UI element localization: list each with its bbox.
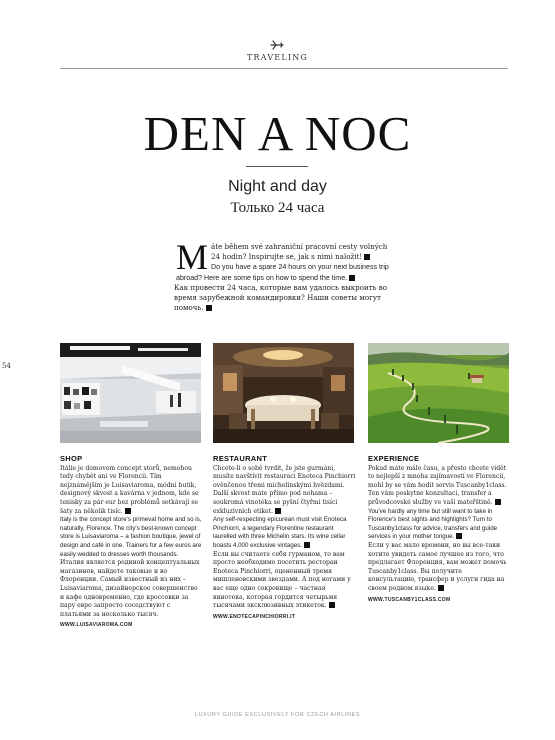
shop-text-english: Italy is the concept store's primeval home and so is, naturally, Florence. The city's best-known concept store is Luisaviaroma – a fashion boutique, jewel of design and café in one. Trainers for a few euros are easily wedded to dresses worth thousands.	[60, 516, 202, 558]
experience-text-russian: Если у вас мало времени, но вы все-таки хотите увидеть самое лучшее из того, что предлагает Флоренция, вам может помочь Tuscanby1class. Вы получите консультацию, трансфер и услуги гида на своем родном языке.	[368, 541, 507, 592]
end-mark-icon	[206, 305, 212, 311]
intro-paragraph	[174, 237, 396, 313]
end-mark-icon	[438, 585, 444, 591]
end-mark-icon	[275, 508, 281, 514]
end-mark-icon	[329, 602, 335, 608]
restaurant-link[interactable]: WWW.ENOTECAPINCHIORRI.IT	[213, 613, 296, 620]
shop-column	[60, 455, 203, 630]
shop-text-russian: Италия является родиной концептуальных магазинов, найдете таковые и во Флоренции. Самый известный из них – Luisaviaroma, дизайнерское совершенство и кафе одновременно, где кроссовки за пару евро запросто соседствуют с платьями за несколько тысяч.	[60, 559, 200, 618]
page-number: 54	[2, 362, 11, 370]
page-footer: LUXURY GUIDE EXCLUSIVELY FOR CZECH AIRLINES	[194, 712, 361, 718]
restaurant-heading: RESTAURANT	[213, 454, 268, 463]
intro-english: Do you have a spare 24 hours on your next business trip abroad? Here are some tips on how to spend the time.	[176, 263, 389, 282]
restaurant-column	[213, 455, 356, 621]
drop-cap: M	[176, 237, 209, 277]
end-mark-icon	[125, 508, 131, 514]
experience-link[interactable]: WWW.TUSCANBY1CLASS.COM	[368, 596, 451, 603]
section-label: TRAVELING	[246, 53, 309, 62]
experience-column	[368, 455, 511, 604]
experience-text-english: You've hardly any time but still want to take in Florence's best sights and highlights? Turn to Tuscanby1class for advice, transfers and guide services in your mother tongue.	[368, 507, 498, 541]
restaurant-text-czech: Chcete-li o sobě tvrdit, že jste gurmáni, musíte navštívit restauraci Enoteca Pinchiorri ověnčenou třemi michelinskými hvězdami. Další skvost máte přímo pod nohama – soukromá vinotéka se pyšní čtyřmi tisíci exkluzivních etiket.	[213, 464, 356, 515]
end-mark-icon	[495, 499, 501, 505]
intro-russian: Как провести 24 часа, которые вам удалось выкроить во время зарубежной командировки? Наши советы могут помочь.	[174, 282, 388, 313]
restaurant-text-english: Any self-respecting epicurean must visit Enoteca Pinchiorri, a legendary Florentine restaurant laurelled with three Michelin stars. Its wine cellar boasts 4,000 exclusive vintages.	[213, 516, 347, 549]
intro-czech: áte během své zahraniční pracovní cesty volných 24 hodin? Inspirujte se, jak s nimi naložit!	[211, 242, 388, 262]
tuscany-photo	[368, 343, 509, 443]
shop-heading: SHOP	[60, 454, 83, 463]
end-mark-icon	[364, 254, 370, 260]
title-rule	[246, 166, 308, 167]
shop-text-czech: Itálie je domovem concept storů, nemohou tedy chybět ani ve Florencii. Tím nejznámějším je Luisaviaroma, módní butik, designový skvost a kavárna v jednom, kde se tenisky za pár eur bez problémů setkávají se šaty za několik tisíc.	[60, 464, 199, 515]
experience-heading: EXPERIENCE	[368, 454, 420, 463]
article-title: DEN A NOC	[143, 106, 412, 161]
restaurant-text-russian: Если вы считаете себя гурманом, то вам просто необходимо посетить ресторан Enoteca Pinchiorri, оцененный тремя мишленовскими звездами. А под ногами у вас еще одно сокровище – частная винотека, которая гордится четырьмя тысячами эксклюзивных этикеток.	[213, 550, 351, 610]
shop-photo	[60, 343, 201, 443]
restaurant-photo	[213, 343, 354, 443]
experience-text-czech: Pokud máte málo času, a přesto chcete vidět to nejlepší z mnoha zajímavostí ve Florencii, mohl by se vám hodit servis Tuscanby1class. Ten vám poskytne konzultaci, transfer a průvodcovské služby ve vaší mateřštině.	[368, 464, 507, 506]
airplane-icon	[270, 40, 284, 50]
end-mark-icon	[304, 542, 310, 548]
end-mark-icon	[456, 533, 462, 539]
end-mark-icon	[349, 275, 355, 281]
shop-link[interactable]: WWW.LUISAVIAROMA.COM	[60, 622, 133, 629]
subtitle-english: Night and day	[228, 178, 327, 195]
header-rule	[60, 68, 508, 69]
subtitle-russian: Только 24 часа	[230, 200, 325, 216]
